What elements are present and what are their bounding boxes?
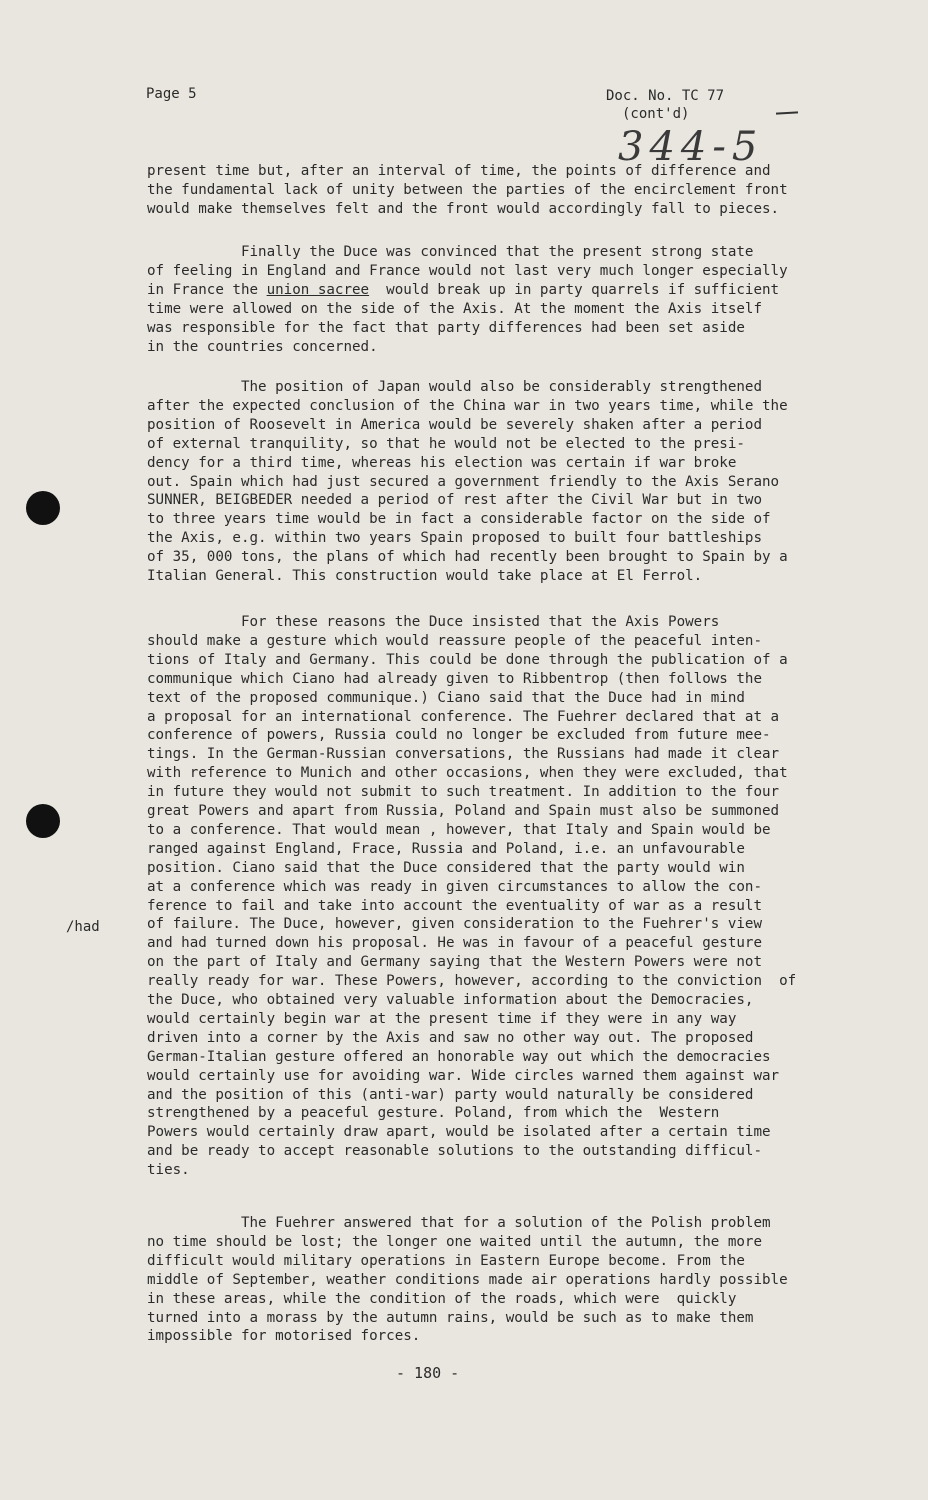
- text-line: present time but, after an interval of time, the points of difference and: [147, 163, 771, 179]
- text-line: of failure. The Duce, however, given consideration to the Fuehrer's view: [147, 916, 762, 933]
- text-line: The position of Japan would also be considerably strengthened: [147, 379, 762, 395]
- text-line: German-Italian gesture offered an honorable way out which the democracies: [147, 1048, 771, 1065]
- text-line: after the expected conclusion of the China war in two years time, while the: [147, 397, 788, 414]
- text-line: middle of September, weather conditions made air operations hardly possible: [147, 1271, 788, 1288]
- text-line: impossible for motorised forces.: [147, 1328, 421, 1345]
- text-line: ties.: [147, 1162, 190, 1179]
- text-line: dency for a third time, whereas his election was certain if war broke: [147, 454, 737, 471]
- text-line: position of Roosevelt in America would be severely shaken after a period: [147, 416, 762, 433]
- text-line: position. Ciano said that the Duce considered that the party would win: [147, 859, 745, 876]
- text-line: time were allowed on the side of the Axis. At the moment the Axis itself: [147, 300, 762, 317]
- text-line: text of the proposed communique.) Ciano said that the Duce had in mind: [147, 689, 745, 706]
- text-line: and the position of this (anti-war) party would naturally be considered: [147, 1086, 754, 1103]
- text-line: tions of Italy and Germany. This could be done through the publication of a: [147, 651, 788, 668]
- text-line: the fundamental lack of unity between the parties of the encirclement front: [147, 181, 788, 198]
- text-line: difficult would military operations in Eastern Europe become. From the: [147, 1252, 745, 1269]
- text-line: the Duce, who obtained very valuable information about the Democracies,: [147, 992, 754, 1008]
- text-line: turned into a morass by the autumn rains, would be such as to make them: [147, 1309, 754, 1326]
- doc-number: Doc. No. TC 77: [606, 88, 725, 104]
- text-line: in these areas, while the condition of the roads, which were quickly: [147, 1290, 737, 1307]
- text-line: in future they would not submit to such treatment. In addition to the four: [147, 784, 780, 801]
- text-line: in France the union sacree would break up in party quarrels if sufficient: [147, 281, 780, 298]
- text-line: of 35, 000 tons, the plans of which had recently been brought to Spain by a: [147, 549, 788, 566]
- text-line: with reference to Munich and other occasions, when they were excluded, that: [147, 765, 788, 782]
- text-line: really ready for war. These Powers, however, according to the conviction of: [147, 973, 797, 990]
- text-line: in the countries concerned.: [147, 338, 378, 355]
- text-line: For these reasons the Duce insisted that the Axis Powers: [147, 614, 720, 630]
- text-line: communique which Ciano had already given to Ribbentrop (then follows the: [147, 670, 762, 687]
- text-line: would make themselves felt and the front would accordingly fall to pieces.: [147, 200, 780, 217]
- text-line: the Axis, e.g. within two years Spain proposed to built four battleships: [147, 530, 762, 547]
- handwritten-number: 344-5: [618, 124, 764, 170]
- continued-label: (cont'd): [622, 106, 690, 122]
- text-line: ranged against England, Frace, Russia and Poland, i.e. an unfavourable: [147, 840, 745, 857]
- page-number: - 180 -: [396, 1364, 460, 1382]
- pen-mark: [776, 111, 798, 114]
- text-line: of external tranquility, so that he would not be elected to the presi-: [147, 435, 745, 452]
- text-line: driven into a corner by the Axis and saw no other way out. The proposed: [147, 1029, 754, 1046]
- text-line: ference to fail and take into account the eventuality of war as a result: [147, 897, 762, 914]
- text-line: to a conference. That would mean , however, that Italy and Spain would be: [147, 821, 771, 838]
- text-line: conference of powers, Russia could no longer be excluded from future mee-: [147, 727, 771, 744]
- text-line: tings. In the German-Russian conversations, the Russians had made it clear: [147, 746, 780, 763]
- text-line: Powers would certainly draw apart, would be isolated after a certain time: [147, 1124, 771, 1141]
- text-line: out. Spain which had just secured a government friendly to the Axis Serano: [147, 473, 780, 490]
- punch-hole: [26, 804, 60, 838]
- text-line: no time should be lost; the longer one waited until the autumn, the more: [147, 1233, 762, 1250]
- text-line: would certainly begin war at the present time if they were in any way: [147, 1010, 737, 1027]
- text-line: strengthened by a peaceful gesture. Poland, from which the Western: [147, 1105, 720, 1122]
- text-line: and be ready to accept reasonable solutions to the outstanding difficul-: [147, 1143, 762, 1160]
- text-line: great Powers and apart from Russia, Poland and Spain must also be summoned: [147, 803, 780, 819]
- text-line: was responsible for the fact that party differences had been set aside: [147, 319, 745, 336]
- text-line: would certainly use for avoiding war. Wide circles warned them against war: [147, 1067, 780, 1084]
- text-line: and had turned down his proposal. He was in favour of a peaceful gesture: [147, 935, 762, 952]
- text-line: should make a gesture which would reassure people of the peaceful inten-: [147, 632, 762, 649]
- punch-hole: [26, 491, 60, 525]
- text-line: of feeling in England and France would not last very much longer especially: [147, 262, 788, 279]
- text-line: on the part of Italy and Germany saying that the Western Powers were not: [147, 954, 762, 971]
- page-label: Page 5: [146, 86, 197, 102]
- text-line: Italian General. This construction would take place at El Ferrol.: [147, 568, 703, 584]
- text-line: SUNNER, BEIGBEDER needed a period of rest after the Civil War but in two: [147, 492, 762, 509]
- text-line: The Fuehrer answered that for a solution of the Polish problem: [147, 1215, 771, 1231]
- text-line: Finally the Duce was convinced that the present strong state: [147, 244, 754, 260]
- text-line: at a conference which was ready in given circumstances to allow the con-: [147, 878, 762, 895]
- margin-note: /had: [66, 919, 100, 935]
- text-line: to three years time would be in fact a considerable factor on the side of: [147, 511, 771, 528]
- text-line: a proposal for an international conference. The Fuehrer declared that at a: [147, 708, 780, 725]
